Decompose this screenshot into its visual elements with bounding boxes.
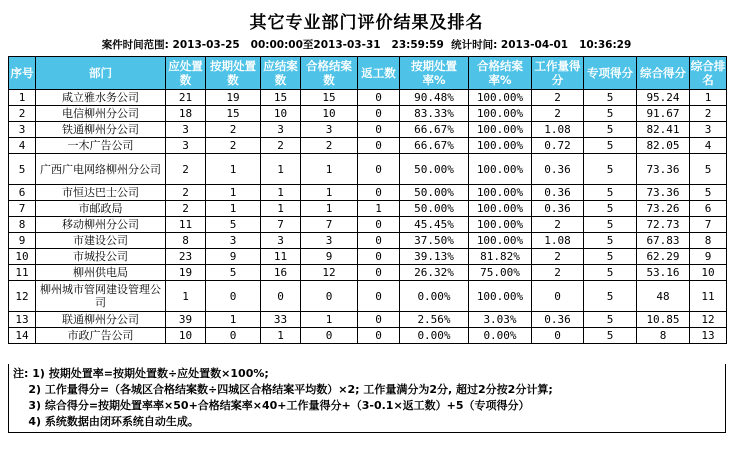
cell-index: 8 (9, 217, 36, 233)
cell-qualified-rate: 100.00% (469, 185, 532, 201)
cell-ontime-rate: 83.33% (400, 106, 469, 122)
cell-workload-score: 1.08 (532, 233, 584, 249)
cell-total-score: 67.83 (637, 233, 690, 249)
cell-ontime-rate: 50.00% (400, 185, 469, 201)
cell-index: 5 (9, 154, 36, 185)
cell-qualified-closed: 0 (301, 281, 358, 312)
cell-ontime-cases: 15 (206, 106, 261, 122)
note-line: 4) 系统数据由闭环系统自动生成。 (13, 415, 199, 428)
cell-ontime-rate: 50.00% (400, 201, 469, 217)
cell-qualified-closed: 12 (301, 265, 358, 281)
cell-rework: 0 (358, 122, 400, 138)
cell-department: 柳州城市管网建设管理公司 (36, 281, 166, 312)
cell-department: 市邮政局 (36, 201, 166, 217)
cell-workload-score: 0.36 (532, 154, 584, 185)
cell-total-score: 82.41 (637, 122, 690, 138)
header-total-score: 综合得分 (637, 57, 690, 90)
cell-department: 联通柳州分公司 (36, 312, 166, 328)
table-row (9, 201, 727, 217)
cell-workload-score: 2 (532, 217, 584, 233)
cell-rank: 5 (690, 154, 727, 185)
note-line: 3) 综合得分=按期处置率率×50+合格结案率×40+工作量得分+（3-0.1×返工数）+5（专项得分） (13, 399, 530, 412)
table-row (9, 312, 727, 328)
cell-due-cases: 10 (166, 328, 206, 344)
cell-total-score: 72.73 (637, 217, 690, 233)
cell-rework: 0 (358, 185, 400, 201)
cell-ontime-cases: 9 (206, 249, 261, 265)
cell-qualified-closed: 1 (301, 312, 358, 328)
cell-total-score: 73.36 (637, 154, 690, 185)
table-row (9, 249, 727, 265)
cell-rank: 12 (690, 312, 727, 328)
cell-index: 4 (9, 138, 36, 154)
cell-department: 柳州供电局 (36, 265, 166, 281)
cell-special-score: 5 (584, 90, 637, 106)
cell-total-score: 95.24 (637, 90, 690, 106)
cell-rank: 3 (690, 122, 727, 138)
cell-qualified-rate: 75.00% (469, 265, 532, 281)
cell-qualified-closed: 10 (301, 106, 358, 122)
cell-total-score: 82.05 (637, 138, 690, 154)
cell-qualified-rate: 0.00% (469, 328, 532, 344)
cell-workload-score: 0.36 (532, 312, 584, 328)
cell-index: 1 (9, 90, 36, 106)
cell-workload-score: 1.08 (532, 122, 584, 138)
cell-index: 7 (9, 201, 36, 217)
header-due-cases: 应处置数 (166, 57, 206, 90)
cell-closable-cases: 10 (261, 106, 301, 122)
cell-due-cases: 21 (166, 90, 206, 106)
header-qualified-rate: 合格结案率% (469, 57, 532, 90)
cell-department: 市政广告公司 (36, 328, 166, 344)
cell-closable-cases: 2 (261, 138, 301, 154)
cell-special-score: 5 (584, 138, 637, 154)
cell-rework: 0 (358, 106, 400, 122)
cell-due-cases: 3 (166, 138, 206, 154)
cell-closable-cases: 1 (261, 328, 301, 344)
cell-special-score: 5 (584, 217, 637, 233)
cell-index: 3 (9, 122, 36, 138)
cell-total-score: 8 (637, 328, 690, 344)
header-closable-cases: 应结案数 (261, 57, 301, 90)
cell-closable-cases: 1 (261, 154, 301, 185)
cell-rank: 8 (690, 233, 727, 249)
cell-special-score: 5 (584, 265, 637, 281)
cell-index: 9 (9, 233, 36, 249)
cell-workload-score: 2 (532, 265, 584, 281)
cell-rank: 10 (690, 265, 727, 281)
cell-due-cases: 11 (166, 217, 206, 233)
cell-ontime-rate: 50.00% (400, 154, 469, 185)
cell-ontime-cases: 1 (206, 154, 261, 185)
cell-department: 咸立雅水务公司 (36, 90, 166, 106)
cell-qualified-rate: 100.00% (469, 201, 532, 217)
table-row (9, 265, 727, 281)
cell-index: 14 (9, 328, 36, 344)
cell-index: 6 (9, 185, 36, 201)
cell-special-score: 5 (584, 312, 637, 328)
cell-rank: 13 (690, 328, 727, 344)
cell-rank: 7 (690, 217, 727, 233)
cell-qualified-rate: 100.00% (469, 138, 532, 154)
cell-department: 市恒达巴士公司 (36, 185, 166, 201)
cell-workload-score: 0 (532, 328, 584, 344)
cell-due-cases: 39 (166, 312, 206, 328)
cell-due-cases: 19 (166, 265, 206, 281)
cell-rework: 0 (358, 265, 400, 281)
cell-total-score: 73.36 (637, 185, 690, 201)
cell-index: 12 (9, 281, 36, 312)
cell-rank: 9 (690, 249, 727, 265)
cell-closable-cases: 16 (261, 265, 301, 281)
cell-workload-score: 2 (532, 249, 584, 265)
cell-due-cases: 8 (166, 233, 206, 249)
cell-due-cases: 2 (166, 201, 206, 217)
cell-qualified-rate: 100.00% (469, 106, 532, 122)
cell-total-score: 10.85 (637, 312, 690, 328)
cell-qualified-closed: 2 (301, 138, 358, 154)
cell-closable-cases: 0 (261, 281, 301, 312)
cell-closable-cases: 3 (261, 233, 301, 249)
table-body (9, 90, 727, 344)
cell-ontime-cases: 1 (206, 201, 261, 217)
cell-rank: 4 (690, 138, 727, 154)
cell-department: 电信柳州分公司 (36, 106, 166, 122)
cell-due-cases: 18 (166, 106, 206, 122)
cell-qualified-closed: 1 (301, 201, 358, 217)
cell-rework: 0 (358, 138, 400, 154)
cell-qualified-rate: 100.00% (469, 233, 532, 249)
cell-qualified-closed: 15 (301, 90, 358, 106)
cell-ontime-rate: 39.13% (400, 249, 469, 265)
table-row (9, 281, 727, 312)
cell-total-score: 73.26 (637, 201, 690, 217)
table-row (9, 233, 727, 249)
cell-qualified-closed: 0 (301, 328, 358, 344)
cell-ontime-rate: 2.56% (400, 312, 469, 328)
cell-ontime-cases: 2 (206, 122, 261, 138)
cell-ontime-rate: 26.32% (400, 265, 469, 281)
cell-ontime-cases: 1 (206, 185, 261, 201)
cell-special-score: 5 (584, 249, 637, 265)
header-rank: 综合排名 (690, 57, 727, 90)
cell-rework: 0 (358, 328, 400, 344)
cell-qualified-closed: 3 (301, 122, 358, 138)
cell-rank: 6 (690, 201, 727, 217)
cell-special-score: 5 (584, 233, 637, 249)
cell-qualified-closed: 3 (301, 233, 358, 249)
cell-rework: 0 (358, 217, 400, 233)
header-qualified-closed: 合格结案数 (301, 57, 358, 90)
cell-department: 一木广告公司 (36, 138, 166, 154)
cell-total-score: 91.67 (637, 106, 690, 122)
cell-due-cases: 2 (166, 185, 206, 201)
cell-workload-score: 0.36 (532, 185, 584, 201)
header-special-score: 专项得分 (584, 57, 637, 90)
cell-workload-score: 0.36 (532, 201, 584, 217)
cell-qualified-closed: 1 (301, 154, 358, 185)
header-ontime-cases: 按期处置数 (206, 57, 261, 90)
cell-qualified-rate: 100.00% (469, 154, 532, 185)
cell-rank: 11 (690, 281, 727, 312)
header-rework: 返工数 (358, 57, 400, 90)
table-row (9, 138, 727, 154)
cell-ontime-cases: 0 (206, 328, 261, 344)
table-row (9, 90, 727, 106)
cell-qualified-closed: 1 (301, 185, 358, 201)
cell-rework: 0 (358, 90, 400, 106)
cell-total-score: 53.16 (637, 265, 690, 281)
header-row (9, 57, 727, 90)
cell-closable-cases: 11 (261, 249, 301, 265)
cell-qualified-rate: 3.03% (469, 312, 532, 328)
cell-workload-score: 2 (532, 106, 584, 122)
header-ontime-rate: 按期处置率% (400, 57, 469, 90)
cell-index: 13 (9, 312, 36, 328)
table-row (9, 122, 727, 138)
header-workload-score: 工作量得分 (532, 57, 584, 90)
cell-index: 2 (9, 106, 36, 122)
cell-rework: 0 (358, 233, 400, 249)
cell-department: 铁通柳州分公司 (36, 122, 166, 138)
cell-due-cases: 3 (166, 122, 206, 138)
cell-department: 市城投公司 (36, 249, 166, 265)
evaluation-table (8, 56, 727, 344)
cell-ontime-rate: 0.00% (400, 281, 469, 312)
cell-qualified-closed: 7 (301, 217, 358, 233)
cell-workload-score: 0 (532, 281, 584, 312)
cell-rework: 0 (358, 312, 400, 328)
cell-department: 市建设公司 (36, 233, 166, 249)
cell-total-score: 62.29 (637, 249, 690, 265)
cell-closable-cases: 7 (261, 217, 301, 233)
cell-ontime-cases: 2 (206, 138, 261, 154)
cell-ontime-rate: 37.50% (400, 233, 469, 249)
cell-due-cases: 2 (166, 154, 206, 185)
cell-index: 11 (9, 265, 36, 281)
cell-qualified-rate: 100.00% (469, 217, 532, 233)
header-index: 序号 (9, 57, 36, 90)
notes-box (8, 364, 726, 433)
note-line: 注: 1) 按期处置率=按期处置数÷应处置数×100%; (13, 367, 269, 380)
cell-rework: 0 (358, 281, 400, 312)
cell-rank: 2 (690, 106, 727, 122)
report-title: 其它专业部门评价结果及排名 (249, 13, 484, 33)
cell-qualified-closed: 9 (301, 249, 358, 265)
cell-total-score: 48 (637, 281, 690, 312)
cell-closable-cases: 1 (261, 185, 301, 201)
cell-due-cases: 1 (166, 281, 206, 312)
table-row (9, 328, 727, 344)
cell-qualified-rate: 100.00% (469, 281, 532, 312)
cell-ontime-cases: 5 (206, 217, 261, 233)
cell-ontime-rate: 66.67% (400, 122, 469, 138)
cell-ontime-cases: 1 (206, 312, 261, 328)
cell-department: 广西广电网络柳州分公司 (36, 154, 166, 185)
table-row (9, 185, 727, 201)
cell-closable-cases: 3 (261, 122, 301, 138)
cell-ontime-cases: 0 (206, 281, 261, 312)
cell-ontime-cases: 3 (206, 233, 261, 249)
cell-rework: 0 (358, 249, 400, 265)
cell-ontime-rate: 45.45% (400, 217, 469, 233)
cell-ontime-rate: 90.48% (400, 90, 469, 106)
report-subtitle: 案件时间范围: 2013-03-25 00:00:00至2013-03-31 23:59:59 统计时间: 2013-04-01 10:36:29 (101, 39, 632, 51)
cell-ontime-rate: 66.67% (400, 138, 469, 154)
cell-special-score: 5 (584, 122, 637, 138)
cell-special-score: 5 (584, 201, 637, 217)
table-row (9, 217, 727, 233)
cell-closable-cases: 15 (261, 90, 301, 106)
cell-department: 移动柳州分公司 (36, 217, 166, 233)
cell-qualified-rate: 100.00% (469, 122, 532, 138)
header-department: 部门 (36, 57, 166, 90)
cell-special-score: 5 (584, 328, 637, 344)
cell-special-score: 5 (584, 281, 637, 312)
cell-due-cases: 23 (166, 249, 206, 265)
cell-ontime-cases: 19 (206, 90, 261, 106)
cell-special-score: 5 (584, 185, 637, 201)
cell-qualified-rate: 81.82% (469, 249, 532, 265)
cell-closable-cases: 33 (261, 312, 301, 328)
cell-workload-score: 0.72 (532, 138, 584, 154)
cell-index: 10 (9, 249, 36, 265)
note-line: 2) 工作量得分=（各城区合格结案数÷四城区合格结案平均数）×2; 工作量满分为2分, 超过2分按2分计算; (13, 383, 553, 396)
table-row (9, 106, 727, 122)
cell-ontime-cases: 5 (206, 265, 261, 281)
cell-special-score: 5 (584, 154, 637, 185)
cell-rank: 5 (690, 185, 727, 201)
cell-special-score: 5 (584, 106, 637, 122)
cell-workload-score: 2 (532, 90, 584, 106)
cell-closable-cases: 1 (261, 201, 301, 217)
cell-rank: 1 (690, 90, 727, 106)
cell-ontime-rate: 0.00% (400, 328, 469, 344)
cell-rework: 0 (358, 154, 400, 185)
cell-rework: 1 (358, 201, 400, 217)
table-row (9, 154, 727, 185)
cell-qualified-rate: 100.00% (469, 90, 532, 106)
